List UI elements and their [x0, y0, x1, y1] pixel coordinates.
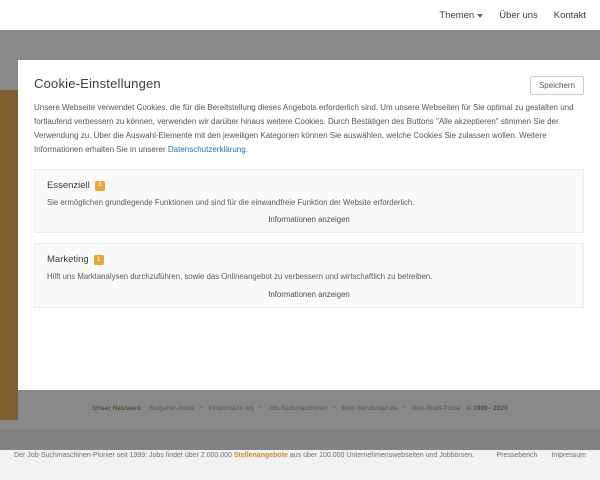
- nav-item-themen-label: Themen: [439, 9, 475, 21]
- chevron-down-icon: [477, 14, 483, 18]
- cookie-dialog-header: [34, 76, 584, 101]
- save-button[interactable]: Speichern: [530, 76, 584, 95]
- cookie-settings-dialog: [18, 60, 600, 390]
- cookie-category-essenziell[interactable]: [34, 169, 584, 233]
- cookie-category-description: Hilft uns Marktanalysen durchzuführen, sowie das Onlineangebot zu verbessern und wirtschaftlich zu betreiben.: [47, 272, 433, 282]
- show-information-link-essenziell[interactable]: Informationen anzeigen: [268, 215, 350, 225]
- cookie-category-description: Sie ermöglichen grundlegende Funktionen und sind für die einwandfreie Funktion der Website erforderlich.: [47, 198, 415, 207]
- cookie-intro-part1: Unsere Webseite verwendet Cookies, die für die Bereitstellung dieses Angebots erforderlich sind. Um unsere Webseiten für Sie optimal zu gestalten und fortlaufend verbessern zu können, verwenden wir darüber hinaus weitere Cookies. Durch Bestätigen des Buttons "Alle akzeptieren" stimmen Sie der Verwendung zu. Über die Auswahl-Elemente mit den jeweiligen Kategorien können Sie auswählen, welche Cookies Sie zulassen wollen. Weitere Informationen erhalten Sie in unserer: [34, 103, 574, 154]
- footer-link-presse[interactable]: Presseberich: [496, 452, 538, 459]
- nav-item-kontakt[interactable]: [554, 10, 586, 21]
- footer-link-impressum[interactable]: Impressum: [551, 452, 586, 459]
- cookie-category-header: [47, 180, 571, 191]
- privacy-policy-link[interactable]: Datenschutzerklärung: [167, 145, 246, 154]
- footer-links: [497, 452, 586, 459]
- cookie-intro-part2: .: [245, 145, 248, 154]
- nav-item-ueber-uns-label: Über uns: [499, 9, 538, 21]
- cookie-intro-text: [34, 101, 584, 157]
- show-information-link-marketing[interactable]: Informationen anzeigen: [268, 289, 350, 299]
- status-badge: 3: [95, 181, 105, 191]
- cookie-category-header: [47, 254, 571, 265]
- cookie-category-marketing[interactable]: [34, 243, 584, 307]
- status-badge: 1: [94, 255, 104, 265]
- nav-item-ueber-uns[interactable]: [499, 10, 538, 21]
- cookie-category-name: Essenziell: [47, 180, 90, 191]
- footer-claim-part1: Der Job-Suchmaschinen-Pionier seit 1999: Jobs findet über 2.000.000: [14, 451, 234, 459]
- footer-claim: [14, 451, 497, 461]
- footer-claim-highlight: Stellenangebote: [233, 451, 288, 459]
- nav-item-themen[interactable]: [439, 10, 483, 21]
- footer-claim-part2: aus über 100.000 Unternehmenswebseiten und Jobbörsen.: [287, 451, 474, 459]
- nav-item-kontakt-label: Kontakt: [553, 9, 586, 21]
- top-navigation: [0, 0, 600, 30]
- page-title: Cookie-Einstellungen: [34, 76, 161, 91]
- cookie-category-name: Marketing: [47, 254, 89, 266]
